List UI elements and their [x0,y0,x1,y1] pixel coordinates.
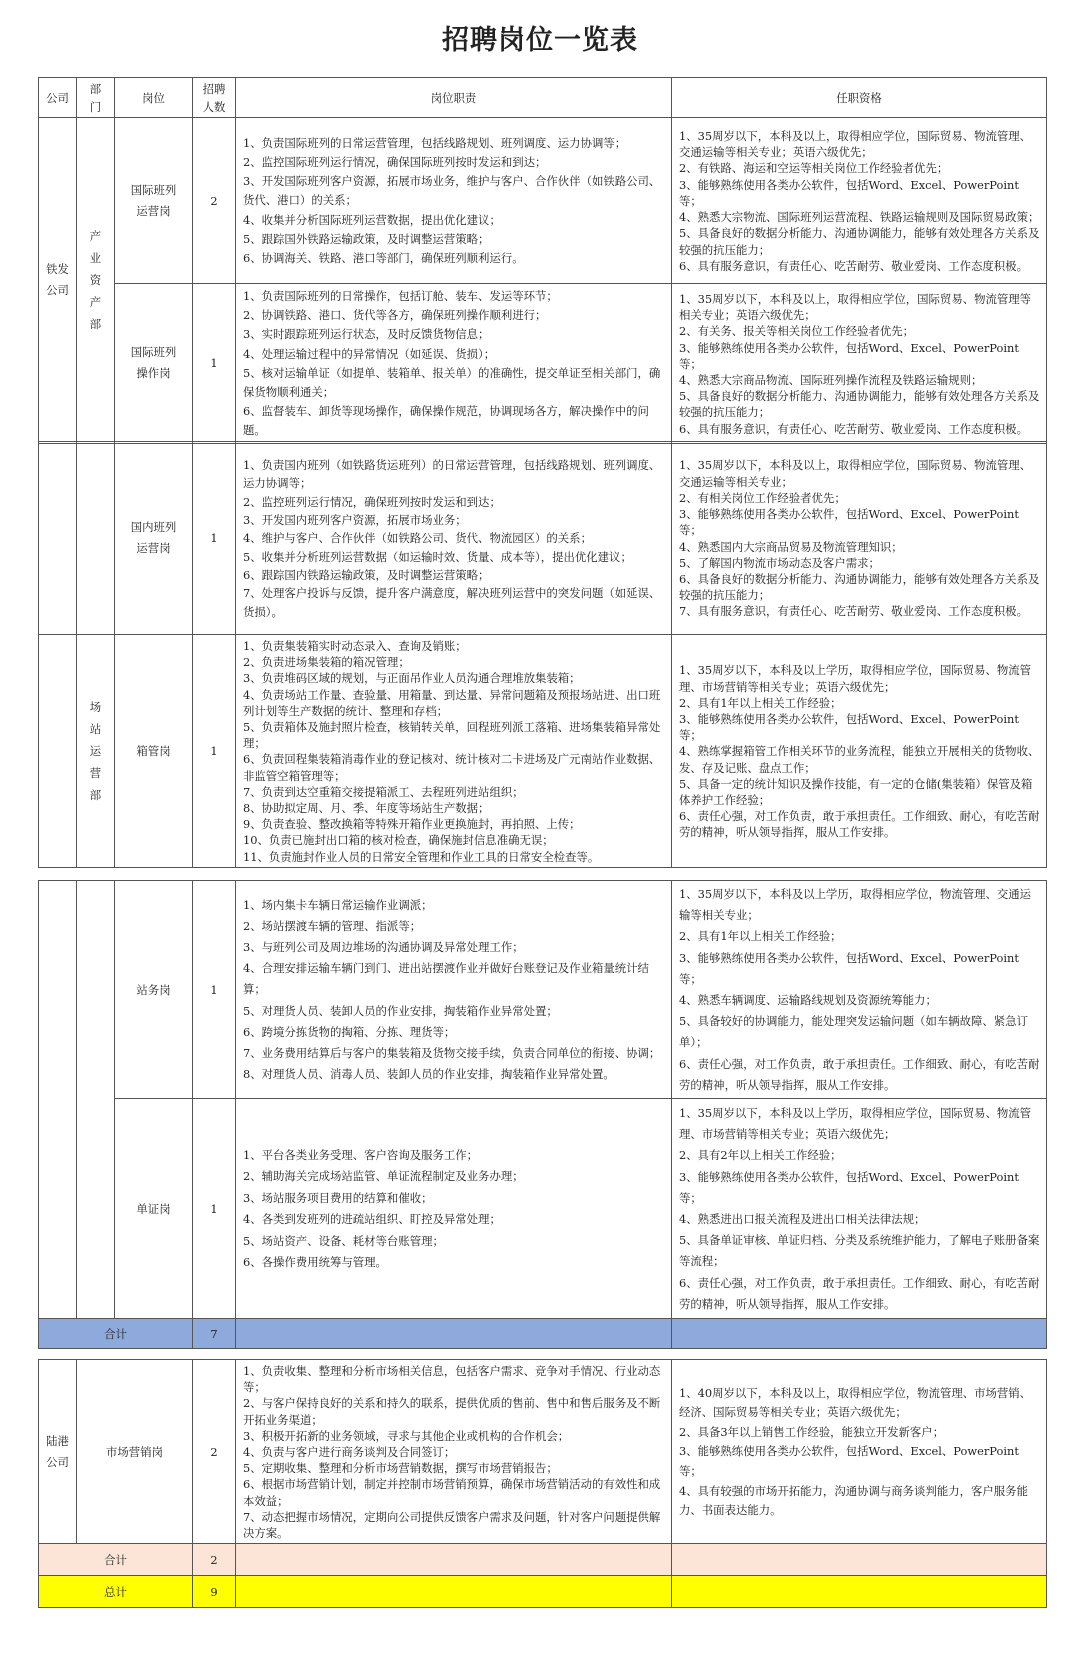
duty-cell: 1、负责国内班列（如铁路货运班列）的日常运营管理，包括线路规划、班列调度、运力协调等； 2、监控班列运行情况，确保班列按时发运和到达； 3、开发国内班列客户资源，拓展市场业务； 4、维护与客户、合作伙伴（如铁路公司、货代、物流园区）的关系； 5、收集并分析班列运营数据（如运输时效、货量、成本等），提出优化建议； 6、跟踪国内铁路运输政策，及时调整运营策略； 7、处理客户投诉与反馈，提升客户满意度，解决班列运营中的突发问题（如延误、货损）。 [236,442,672,635]
subtotal-qual-empty [672,1544,1047,1576]
dept-cell-empty [77,881,115,1319]
table-row [39,118,1047,284]
company-name: 陆港 公司 [46,1433,69,1469]
qualification-cell: 1、35周岁以下，本科及以上学历，取得相应学位，物流管理、交通运输等相关专业； 2、具有1年以上相关工作经验； 3、能够熟练使用各类办公软件，包括Word、Excel、PowerPoint等； 4、熟悉车辆调度、运输路线规划及资源统筹能力； 5、具备较好的协调能力，能处理突发运输问题（如车辆故障、紧急订单）； 6、责任心强，对工作负责，敢于承担责任。工作细致、耐心，有吃苦耐劳的精神，听从领导指挥，服从工作安排。 [672,881,1047,1099]
qualification-cell: 1、35周岁以下，本科及以上，取得相应学位，国际贸易、物流管理、交通运输等相关专业； 2、有相关岗位工作经验者优先； 3、能够熟练使用各类办公软件，包括Word、Excel、PowerPoint等； 4、熟悉国内大宗商品贸易及物流管理知识； 5、了解国内物流市场动态及客户需求； 6、具备良好的数据分析能力、沟通协调能力，能够有效处理各方关系及较强的抗压能力； 7、具有服务意识，有责任心、吃苦耐劳、敬业爱岗、工作态度积极。 [672,442,1047,635]
qualification-cell: 1、35周岁以下，本科及以上学历，取得相应学位，国际贸易、物流管理、市场营销等相关专业；英语六级优先； 2、具有1年以上相关工作经验； 3、能够熟练使用各类办公软件，包括Word、Excel、PowerPoint等； 4、熟练掌握箱管工作相关环节的业务流程，能独立开展相关的货物收、发、存及记账、盘点工作； 5、具备一定的统计知识及操作技能，有一定的仓储(集装箱）保管及箱体养护工作经验； 6、责任心强，对工作负责，敢于承担责任。工作细致、耐心，有吃苦耐劳的精神，听从领导指挥，服从工作安排。 [672,635,1047,868]
company-cell-empty [39,442,77,635]
dept-cell-yard-operations [77,635,115,868]
subtotal-qual-empty [672,1319,1047,1349]
page-title: 招聘岗位一览表 [442,25,638,56]
count-cell: 1 [193,284,236,444]
position-cell [115,442,193,635]
company-cell-empty [39,635,77,868]
table-header-row [39,78,1047,118]
dept-name: 产业资产部 [89,229,102,332]
duty-cell: 1、负责收集、整理和分析市场相关信息，包括客户需求、竞争对手情况、行业动态等； 2、与客户保持良好的关系和持久的联系，提供优质的售前、售中和售后服务及不断开拓业务渠道； 3、积极开拓新的业务领域，寻求与其他企业或机构的合作机会； 4、负责与客户进行商务谈判及合同签订； 5、定期收集、整理和分析市场营销数据，撰写市场营销报告； 6、根据市场营销计划，制定并控制市场营销预算，确保市场营销活动的有效性和成本效益； 7、动态把握市场情况，定期向公司提供反馈客户需求及问题，针对客户问题提供解决方案。 [236,1360,672,1544]
position-cell: 站务岗 [115,881,193,1099]
position-cell: 市场营销岗 [77,1360,193,1544]
qualification-cell: 1、35周岁以下，本科及以上学历，取得相应学位，国际贸易、物流管理、市场营销等相关专业；英语六级优先； 2、具有2年以上相关工作经验； 3、能够熟练使用各类办公软件，包括Word、Excel、PowerPoint等； 4、熟悉进出口报关流程及进出口相关法律法规； 5、具备单证审核、单证归档、分类及系统维护能力，了解电子账册备案等流程； 6、责任心强，对工作负责，敢于承担责任。工作细致、耐心，有吃苦耐劳的精神，听从领导指挥，服从工作安排。 [672,1099,1047,1319]
duty-cell: 1、场内集卡车辆日常运输作业调派； 2、场站摆渡车辆的管理、指派等； 3、与班列公司及周边堆场的沟通协调及异常处理工作； 4、合理安排运输车辆门到门、进出站摆渡作业并做好台账登记及作业箱量统计结算； 5、对理货人员、装卸人员的作业安排，掏装箱作业异常处置； 6、跨境分拣货物的掏箱、分拣、理货等； 7、业务费用结算后与客户的集装箱及货物交接手续，负责合同单位的衔接、协调； 8、对理货人员、消毒人员、装卸人员的作业安排，掏装箱作业异常处置。 [236,881,672,1099]
table-row [39,442,1047,635]
qualification-cell: 1、35周岁以下，本科及以上，取得相应学位，国际贸易、物流管理等相关专业；英语六级优先； 2、有关务、报关等相关岗位工作经验者优先； 3、能够熟练使用各类办公软件，包括Word、Excel、PowerPoint等； 4、熟悉大宗商品物流、国际班列操作流程及铁路运输规则； 5、具备良好的数据分析能力、沟通协调能力，能够有效处理各方关系及较强的抗压能力； 6、具有服务意识，有责任心、吃苦耐劳、敬业爱岗、工作态度积极。 [672,284,1047,444]
grand-total-duty-empty [236,1576,672,1608]
position-cell [115,284,193,444]
subtotal-label: 合计 [39,1544,193,1576]
count-cell: 2 [193,118,236,284]
position-cell [115,118,193,284]
duty-cell: 1、平台各类业务受理、客户咨询及服务工作； 2、辅助海关完成场站监管、单证流程制定及业务办理； 3、场站服务项目费用的结算和催收； 4、各类到发班列的进疏站组织、盯控及异常处理； 5、场站资产、设备、耗材等台账管理； 6、各操作费用统筹与管理。 [236,1099,672,1319]
count-cell: 1 [193,881,236,1099]
position-cell: 箱管岗 [115,635,193,868]
recruit-table-block-1 [38,77,1047,444]
grand-total-value: 9 [193,1576,236,1608]
company-cell-empty [39,881,77,1319]
duty-cell: 1、负责国际班列的日常运营管理，包括线路规划、班列调度、运力协调等； 2、监控国际班列运行情况，确保国际班列按时发运和到达； 3、开发国际班列客户资源，拓展市场业务，维护与客户、合作伙伴（如铁路公司、货代、港口）的关系； 4、收集并分析国际班列运营数据，提出优化建议； 5、跟踪国外铁路运输政策，及时调整运营策略； 6、协调海关、铁路、港口等部门，确保班列顺利运行。 [236,118,672,284]
qualification-cell: 1、40周岁以下，本科及以上，取得相应学位，物流管理、市场营销、经济、国际贸易等相关专业；英语六级优先； 2、具备3年以上销售工作经验，能独立开发新客户； 3、能够熟练使用各类办公软件，包括Word、Excel、PowerPoint等； 4、具有较强的市场开拓能力，沟通协调与商务谈判能力，客户服务能力、书面表达能力。 [672,1360,1047,1544]
company-cell-tiefa [39,118,77,444]
header-duty: 岗位职责 [236,78,672,118]
count-cell: 2 [193,1360,236,1544]
subtotal-duty-empty [236,1319,672,1349]
table-row [39,1099,1047,1319]
duty-cell: 1、负责集装箱实时动态录入、查询及销账； 2、负责进场集装箱的箱况管理； 3、负责堆码区域的规划，与正面吊作业人员沟通合理堆放集装箱； 4、负责场站工作量、查验量、用箱量、到达量、异常问题箱及预报场站进、出口班列计划等生产数据的统计、整理和存档； 5、负责箱体及施封照片检查，核销转关单，回程班列派工落箱、进场集装箱异常处理； 6、负责回程集装箱消毒作业的登记核对、统计核对二卡进场及广元南站作业数据、非监管空箱管理等； 7、负责到达空重箱交接提箱派工、去程班列进站组织； 8、协助拟定周、月、季、年度等场站生产数据； 9、负责查验、整改换箱等特殊开箱作业更换施封，再拍照、上传； 10、负责已施封出口箱的核对检查，确保施封信息准确无误； 11、负责施封作业人员的日常安全管理和作业工具的日常安全检查等。 [236,635,672,868]
recruit-table-block-4 [38,1359,1047,1608]
header-position: 岗位 [115,78,193,118]
subtotal-value: 2 [193,1544,236,1576]
dept-cell-industry-assets [77,118,115,444]
recruit-table-block-3 [38,880,1047,1349]
grand-total-row [39,1576,1047,1608]
company-cell-lugang [39,1360,77,1544]
subtotal-duty-empty [236,1544,672,1576]
count-cell: 1 [193,635,236,868]
position-name: 国际班列 运营岗 [130,182,177,218]
dept-cell-empty [77,442,115,635]
dept-name: 场站运营部 [89,699,102,802]
table-row [39,881,1047,1099]
subtotal-row-lugang [39,1544,1047,1576]
subtotal-row-tiefa [39,1319,1047,1349]
subtotal-value: 7 [193,1319,236,1349]
qualification-cell: 1、35周岁以下，本科及以上，取得相应学位，国际贸易、物流管理、交通运输等相关专业；英语六级优先； 2、有铁路、海运和空运等相关岗位工作经验者优先； 3、能够熟练使用各类办公软件，包括Word、Excel、PowerPoint等； 4、熟悉大宗物流、国际班列运营流程、铁路运输规则及国际贸易政策； 5、具备良好的数据分析能力、沟通协调能力，能够有效处理各方关系及较强的抗压能力； 6、具有服务意识，有责任心、吃苦耐劳、敬业爱岗、工作态度积极。 [672,118,1047,284]
duty-cell: 1、负责国际班列的日常操作，包括订舱、装车、发运等环节； 2、协调铁路、港口、货代等各方，确保班列操作顺利进行； 3、实时跟踪班列运行状态，及时反馈货物信息； 4、处理运输过程中的异常情况（如延误、货损）； 5、核对运输单证（如提单、装箱单、报关单）的准确性，提交单证至相关部门，确保货物顺利通关； 6、监督装车、卸货等现场操作，确保操作规范，协调现场各方，解决操作中的问题。 [236,284,672,444]
header-dept: 部 门 [77,78,115,118]
table-row [39,635,1047,868]
table-row [39,1360,1047,1544]
grand-total-qual-empty [672,1576,1047,1608]
position-cell: 单证岗 [115,1099,193,1319]
count-cell: 1 [193,442,236,635]
header-count: 招聘 人数 [193,78,236,118]
position-name: 国内班列 运营岗 [130,520,177,555]
recruit-table-block-2 [38,441,1047,868]
position-name: 国际班列 操作岗 [130,345,177,381]
subtotal-label: 合计 [39,1319,193,1349]
header-qualification: 任职资格 [672,78,1047,118]
header-company: 公司 [39,78,77,118]
grand-total-label: 总计 [39,1576,193,1608]
table-row [39,284,1047,444]
count-cell: 1 [193,1099,236,1319]
company-name: 铁发 公司 [46,262,69,298]
